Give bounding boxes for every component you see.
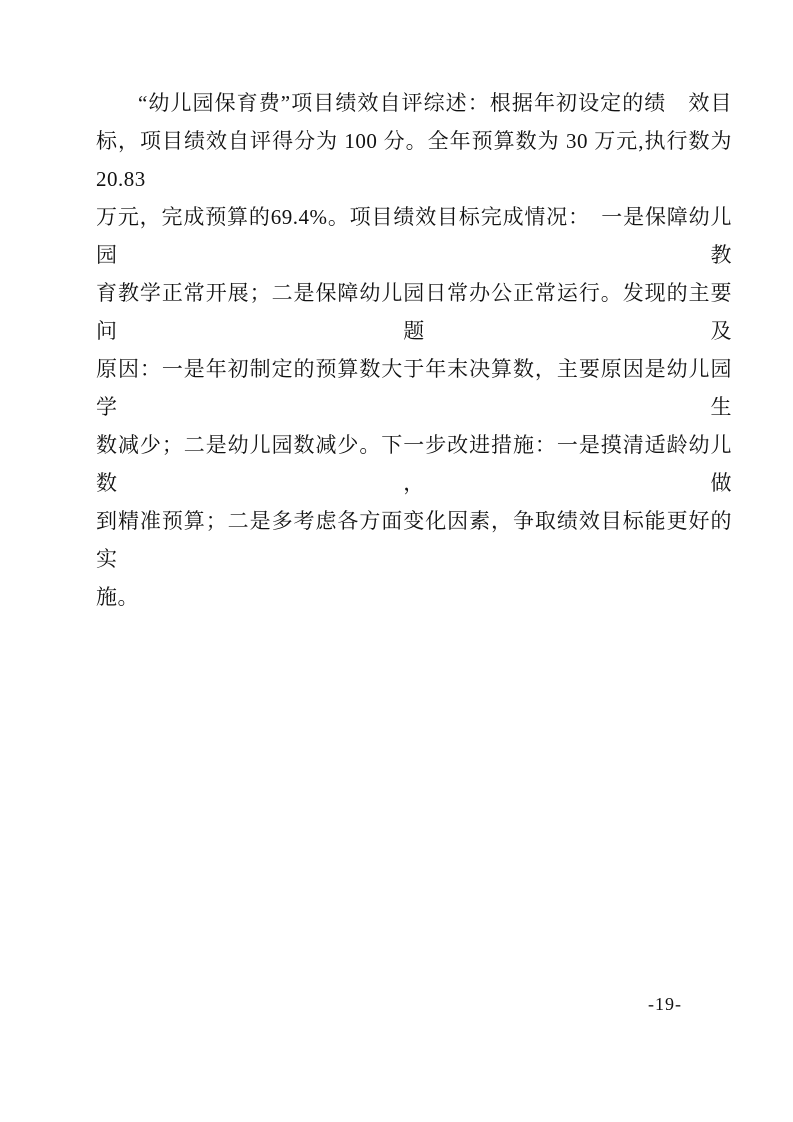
paragraph-line: 万元，完成预算的69.4%。项目绩效目标完成情况： 一是保障幼儿园教 bbox=[96, 205, 732, 267]
self-evaluation-paragraph bbox=[96, 84, 732, 616]
paragraph-line: “幼儿园保育费”项目绩效自评综述：根据年初设定的绩 效目 bbox=[138, 91, 732, 115]
paragraph-line: 到精准预算；二是多考虑各方面变化因素，争取绩效目标能更好的实 bbox=[96, 509, 732, 571]
paragraph-line: 数减少；二是幼儿园数减少。下一步改进措施：一是摸清适龄幼儿数，做 bbox=[96, 433, 732, 495]
paragraph-line: 施。 bbox=[96, 585, 139, 609]
paragraph-line: 标，项目绩效自评得分为 100 分。全年预算数为 30 万元,执行数为 20.83 bbox=[96, 129, 732, 191]
page-number: -19- bbox=[648, 994, 682, 1014]
paragraph-line: 育教学正常开展；二是保障幼儿园日常办公正常运行。发现的主要问题及 bbox=[96, 281, 732, 343]
paragraph-line: 原因：一是年初制定的预算数大于年末决算数，主要原因是幼儿园学生 bbox=[96, 357, 732, 419]
